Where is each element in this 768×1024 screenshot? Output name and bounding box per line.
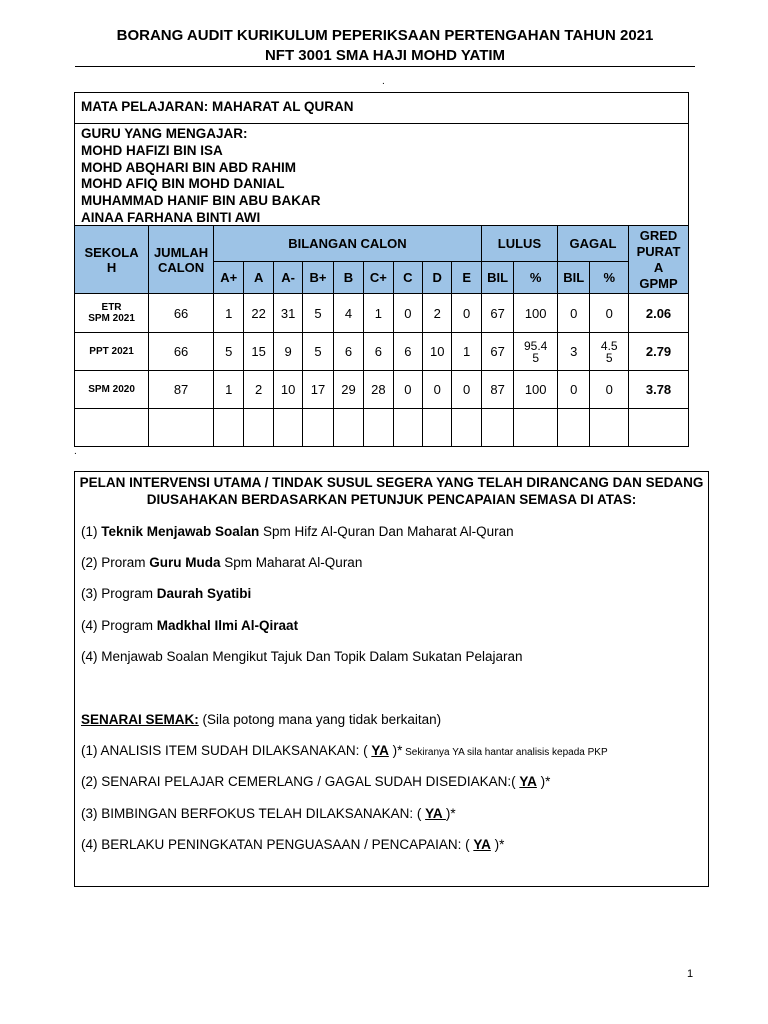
grade-cell: 1: [364, 294, 393, 333]
checklist-item: (2) SENARAI PELAJAR CEMERLANG / GAGAL SUDAH DISEDIAKAN:( YA )*: [81, 774, 551, 789]
plan-item: (4) Menjawab Soalan Mengikut Tajuk Dan Topik Dalam Sukatan Pelajaran: [81, 649, 523, 664]
grade-cell: 1: [214, 294, 244, 333]
grade-cell: 6: [364, 333, 393, 371]
checklist-item: (3) BIMBINGAN BERFOKUS TELAH DILAKSANAKAN: ( YA )*: [81, 806, 456, 821]
results-table: [74, 225, 689, 447]
total-cell: 66: [149, 333, 214, 371]
plan-item: (2) Proram Guru Muda Spm Maharat Al-Quran: [81, 555, 363, 570]
teacher-name: AINAA FARHANA BINTI AWI: [81, 209, 261, 225]
pass-pct-cell: 95.4 5: [514, 333, 558, 371]
grade-cell: 4: [333, 294, 363, 333]
teacher-name: MOHD AFIQ BIN MOHD DANIAL: [81, 176, 285, 192]
teachers-block: [75, 124, 688, 226]
pass-bil-cell: 67: [481, 333, 513, 371]
grade-cell: 22: [244, 294, 273, 333]
grade-cell: 0: [452, 371, 481, 409]
grade-cell: 0: [393, 294, 422, 333]
grade-header: B: [333, 262, 363, 294]
gpmp-cell: 3.78: [629, 371, 689, 409]
table-row: [75, 294, 689, 333]
pass-bil-cell: 67: [481, 294, 513, 333]
header-rule: [75, 66, 695, 67]
dot-mark: .: [74, 446, 77, 457]
grade-header: C+: [364, 262, 393, 294]
grade-cell: 6: [333, 333, 363, 371]
grade-cell: 10: [423, 333, 452, 371]
grade-header: C: [393, 262, 422, 294]
subject-line: MATA PELAJARAN: MAHARAT AL QURAN: [75, 93, 688, 124]
intervention-box: [74, 471, 709, 887]
grade-cell: 17: [303, 371, 333, 409]
fail-pct-header: %: [590, 262, 629, 294]
pass-bil-cell: 87: [481, 371, 513, 409]
teacher-name: MUHAMMAD HANIF BIN ABU BAKAR: [81, 193, 321, 209]
checklist-heading: SENARAI SEMAK: (Sila potong mana yang tidak berkaitan): [81, 712, 442, 727]
gpmp-cell: 2.79: [629, 333, 689, 371]
teachers-label: GURU YANG MENGAJAR:: [81, 126, 248, 141]
fail-bil-cell: 0: [558, 294, 590, 333]
school-cell: ETR SPM 2021: [75, 294, 149, 333]
pass-pct-cell: 100: [514, 371, 558, 409]
header-pass: LULUS: [481, 226, 557, 262]
grade-cell: 0: [393, 371, 422, 409]
grade-cell: 2: [244, 371, 273, 409]
total-cell: 87: [149, 371, 214, 409]
teacher-name: MOHD ABQHARI BIN ABD RAHIM: [81, 159, 296, 175]
pass-pct-cell: 100: [514, 294, 558, 333]
subject-box: [74, 92, 689, 227]
table-row: [75, 333, 689, 371]
header-school: SEKOLA H: [75, 226, 149, 294]
checklist-item: (1) ANALISIS ITEM SUDAH DILAKSANAKAN: ( YA )* Sekiranya YA sila hantar analisis kepada PKP: [81, 743, 608, 758]
fail-pct-cell: 0: [590, 371, 629, 409]
gpmp-cell: 2.06: [629, 294, 689, 333]
grade-cell: 31: [273, 294, 302, 333]
grade-cell: 5: [303, 294, 333, 333]
dot-mark: .: [382, 76, 385, 87]
form-title: BORANG AUDIT KURIKULUM PEPERIKSAAN PERTENGAHAN TAHUN 2021: [116, 27, 654, 44]
plan-item: (1) Teknik Menjawab Soalan Spm Hifz Al-Quran Dan Maharat Al-Quran: [81, 524, 514, 539]
grade-header: A+: [214, 262, 244, 294]
header-total: JUMLAH CALON: [149, 226, 214, 294]
page-number: 1: [687, 968, 694, 980]
header-gpmp: GRED PURAT A GPMP: [629, 226, 689, 294]
grade-cell: 5: [214, 333, 244, 371]
form-subtitle: NFT 3001 SMA HAJI MOHD YATIM: [264, 47, 506, 64]
grade-header: A-: [273, 262, 302, 294]
pass-pct-header: %: [514, 262, 558, 294]
plan-item: (3) Program Daurah Syatibi: [81, 586, 252, 601]
plan-item: (4) Program Madkhal Ilmi Al-Qiraat: [81, 618, 299, 633]
table-row-empty: [75, 409, 689, 447]
grade-cell: 29: [333, 371, 363, 409]
header-fail: GAGAL: [558, 226, 629, 262]
table-row: [75, 371, 689, 409]
fail-pct-cell: 0: [590, 294, 629, 333]
checklist-item: (4) BERLAKU PENINGKATAN PENGUASAAN / PENCAPAIAN: ( YA )*: [81, 837, 505, 852]
grade-header: A: [244, 262, 273, 294]
grade-cell: 2: [423, 294, 452, 333]
grade-header: E: [452, 262, 481, 294]
fail-bil-header: BIL: [558, 262, 590, 294]
grade-cell: 5: [303, 333, 333, 371]
grade-cell: 1: [452, 333, 481, 371]
grade-cell: 9: [273, 333, 302, 371]
pass-bil-header: BIL: [481, 262, 513, 294]
grade-cell: 28: [364, 371, 393, 409]
grade-cell: 0: [423, 371, 452, 409]
plan-title: PELAN INTERVENSI UTAMA / TINDAK SUSUL SEGERA YANG TELAH DIRANCANG DAN SEDANG DIUSAHAKAN BERDASARKAN PETUNJUK PENCAPAIAN SEMASA DI ATAS:: [79, 475, 704, 507]
fail-bil-cell: 0: [558, 371, 590, 409]
school-cell: PPT 2021: [75, 333, 149, 371]
fail-pct-cell: 4.5 5: [590, 333, 629, 371]
grade-cell: 0: [452, 294, 481, 333]
grade-header: D: [423, 262, 452, 294]
grade-cell: 1: [214, 371, 244, 409]
grade-cell: 6: [393, 333, 422, 371]
grade-header: B+: [303, 262, 333, 294]
teacher-name: MOHD HAFIZI BIN ISA: [81, 142, 223, 158]
header-candidates: BILANGAN CALON: [214, 226, 482, 262]
total-cell: 66: [149, 294, 214, 333]
grade-cell: 15: [244, 333, 273, 371]
school-cell: SPM 2020: [75, 371, 149, 409]
fail-bil-cell: 3: [558, 333, 590, 371]
grade-cell: 10: [273, 371, 302, 409]
